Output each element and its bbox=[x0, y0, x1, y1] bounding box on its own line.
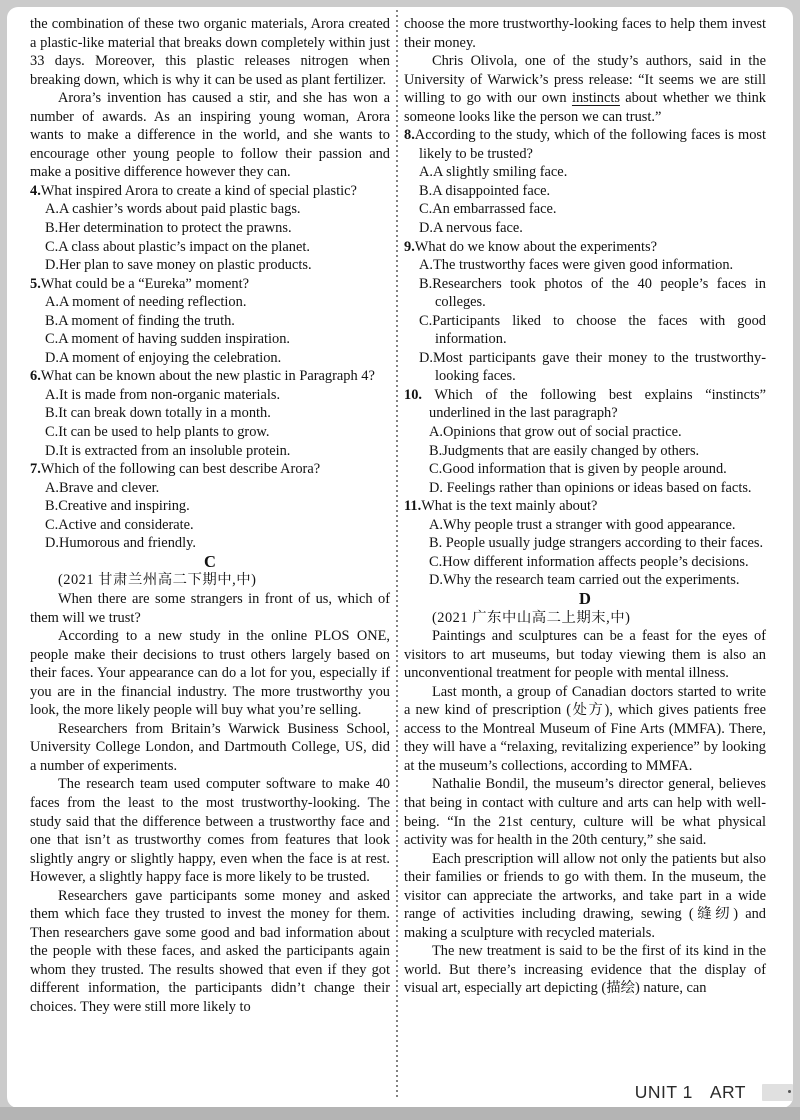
question-number: 7. bbox=[30, 461, 41, 478]
paragraph: Researchers gave participants some money and asked them which face they trusted to invest the money for them. Then researchers gave some good and bad information about the people with these faces, and asked the participants again whom they trusted. The results showed that even if they got different information, the participants didn’t change their choices. They were still more likely to bbox=[30, 887, 390, 1015]
answer-option: B.Creative and inspiring. bbox=[45, 498, 190, 515]
question-number: 8. bbox=[404, 127, 415, 144]
question-number: 5. bbox=[30, 275, 41, 292]
question: 6.What can be known about the new plastic in Paragraph 4? bbox=[30, 368, 375, 385]
answer-option: B.A moment of finding the truth. bbox=[45, 312, 235, 329]
page-footer bbox=[635, 1082, 793, 1102]
answer-option: D.A nervous face. bbox=[419, 220, 523, 237]
footer-section-label: ART bbox=[709, 1081, 746, 1102]
answer-option: D.It is extracted from an insoluble protein. bbox=[45, 442, 291, 459]
answer-option: D. Feelings rather than opinions or ideas based on facts. bbox=[429, 479, 752, 496]
answer-option: A.A slightly smiling face. bbox=[419, 164, 568, 181]
answer-option: A.It is made from non-organic materials. bbox=[45, 386, 281, 403]
answer-option: D.Her plan to save money on plastic products. bbox=[45, 257, 312, 274]
paragraph: the combination of these two organic materials, Arora created a plastic-like material that breaks down completely within just 33 days. Moreover, this plastic releases nitrogen when breaking down, which is why it can be used as plant fertilizer. bbox=[30, 16, 390, 88]
question: 4.What inspired Arora to create a kind of special plastic? bbox=[30, 182, 357, 199]
paragraph: Researchers from Britain’s Warwick Business School, University College London, and Dartmouth College, US, did a number of experiments. bbox=[30, 720, 390, 774]
section-header: C bbox=[204, 551, 216, 571]
paragraph: Chris Olivola, one of the study’s authors, said in the University of Warwick’s press release: “It seems we are still willing to go with our own instincts about whether we think someone looks like the person we can trust.” bbox=[404, 53, 767, 125]
paragraph: When there are some strangers in front of us, which of them will we trust? bbox=[30, 590, 390, 626]
paragraph: Nathalie Bondil, the museum’s director general, believes that being in contact with culture and arts can help with well-being. “In the 21st century, culture will be what physical activity was for health in the 20th century,” she said. bbox=[404, 776, 766, 849]
answer-option: C.A class about plastic’s impact on the planet. bbox=[45, 238, 310, 255]
answer-option: C.Good information that is given by people around. bbox=[429, 461, 727, 478]
answer-option: D.Most participants gave their money to the trustworthy-looking faces. bbox=[419, 349, 766, 385]
paragraph: choose the more trustworthy-looking faces to help them invest their money. bbox=[404, 16, 766, 51]
question-number: 4. bbox=[30, 182, 41, 199]
answer-option: A.The trustworthy faces were given good information. bbox=[419, 257, 734, 274]
question: 11.What is the text mainly about? bbox=[404, 498, 598, 515]
answer-option: B.Her determination to protect the prawns. bbox=[45, 220, 292, 237]
answer-option: A.A moment of needing reflection. bbox=[45, 294, 247, 311]
answer-option: C.Participants liked to choose the faces with good information. bbox=[419, 312, 766, 348]
answer-option: C.How different information affects people’s decisions. bbox=[429, 553, 749, 570]
answer-option: B. People usually judge strangers according to their faces. bbox=[429, 535, 764, 552]
answer-option: A.Opinions that grow out of social practice. bbox=[429, 424, 682, 441]
source-line: (2021 广东中山高二上期末,中) bbox=[432, 609, 631, 626]
answer-option: C.A moment of having sudden inspiration. bbox=[45, 331, 291, 348]
answer-option: B.Researchers took photos of the 40 people’s faces in colleges. bbox=[419, 275, 766, 311]
answer-option: B.A disappointed face. bbox=[419, 182, 551, 199]
paragraph: Paintings and sculptures can be a feast for the eyes of visitors to art museums, but today viewing them is also an unconventional treatment for people with mental illness. bbox=[404, 628, 766, 682]
question-number: 6. bbox=[30, 368, 41, 385]
footer-unit-label: UNIT 1 bbox=[634, 1081, 693, 1102]
answer-option: C.It can be used to help plants to grow. bbox=[45, 424, 270, 441]
left-column bbox=[30, 15, 390, 1017]
question: 5.What could be a “Eureka” moment? bbox=[30, 275, 249, 292]
column-divider-dotted-line bbox=[396, 10, 398, 1100]
question-number: 11. bbox=[404, 498, 422, 515]
answer-option: C.An embarrassed face. bbox=[419, 201, 557, 218]
answer-option: D.Why the research team carried out the experiments. bbox=[429, 572, 740, 589]
answer-option: D.A moment of enjoying the celebration. bbox=[45, 349, 282, 366]
answer-option: A.Brave and clever. bbox=[45, 479, 160, 496]
answer-option: C.Active and considerate. bbox=[45, 516, 194, 533]
paragraph: The research team used computer software to make 40 faces from the least to the most trustworthy-looking. The study said that the difference between a trustworthy face and one that isn’t as trustworthy comes from features that look slightly angry or slightly happy, even when the face is at rest. However, a slightly happy face is more likely to be trusted. bbox=[30, 776, 390, 886]
question: 9.What do we know about the experiments? bbox=[404, 238, 657, 255]
question-number: 9. bbox=[404, 238, 415, 255]
answer-option: D.Humorous and friendly. bbox=[45, 535, 196, 552]
source-line: (2021 甘肃兰州高二下期中,中) bbox=[58, 572, 257, 589]
answer-option: B.Judgments that are easily changed by others. bbox=[429, 442, 700, 459]
paragraph: Arora’s invention has caused a stir, and she has won a number of awards. As an inspiring young woman, Arora wants to make a difference in the world, and she wants to encourage other young people to follow their passion and make a positive difference however they can. bbox=[30, 90, 390, 181]
paragraph: According to a new study in the online PLOS ONE, people make their decisions to trust others largely based on their faces. Your appearance can do a lot for you, especially if you are in the financial industry. The more trustworthy you look, the more likely people will buy what you’re selling. bbox=[30, 628, 390, 719]
footer-index-tab bbox=[762, 1084, 793, 1101]
answer-option: B.It can break down totally in a month. bbox=[45, 405, 271, 422]
paragraph: Each prescription will allow not only the patients but also their families or friends to go with them. In the museum, the visitor can appreciate the artworks, and take part in a wide range of activities including drawing, sewing (缝纫) and making a sculpture with recycled materials. bbox=[404, 850, 766, 941]
right-column bbox=[404, 15, 766, 998]
page-speck bbox=[788, 1090, 791, 1093]
section-header: D bbox=[579, 588, 591, 608]
question: 7.Which of the following can best describe Arora? bbox=[30, 461, 321, 478]
question: 10. Which of the following best explains “instincts” underlined in the last paragraph? bbox=[404, 386, 766, 422]
paragraph: The new treatment is said to be the first of its kind in the world. But there’s increasing evidence that the display of visual art, especially art depicting (描绘) nature, can bbox=[404, 943, 766, 997]
paragraph: Last month, a group of Canadian doctors started to write a new kind of prescription (处方), which gives patients free access to the Montreal Museum of Fine Arts (MMFA). There, they will have a “relaxing, revitalizing experience” by looking at the museum’s collections, according to MMFA. bbox=[404, 683, 766, 774]
page-bottom-edge bbox=[0, 1107, 800, 1120]
answer-option: A.A cashier’s words about paid plastic bags. bbox=[45, 201, 301, 218]
answer-option: A.Why people trust a stranger with good appearance. bbox=[429, 516, 736, 533]
book-page bbox=[7, 7, 793, 1108]
question: 8.According to the study, which of the following faces is most likely to be trusted? bbox=[404, 127, 766, 162]
underlined-word: instincts bbox=[571, 90, 620, 107]
question-number: 10. bbox=[404, 386, 422, 403]
